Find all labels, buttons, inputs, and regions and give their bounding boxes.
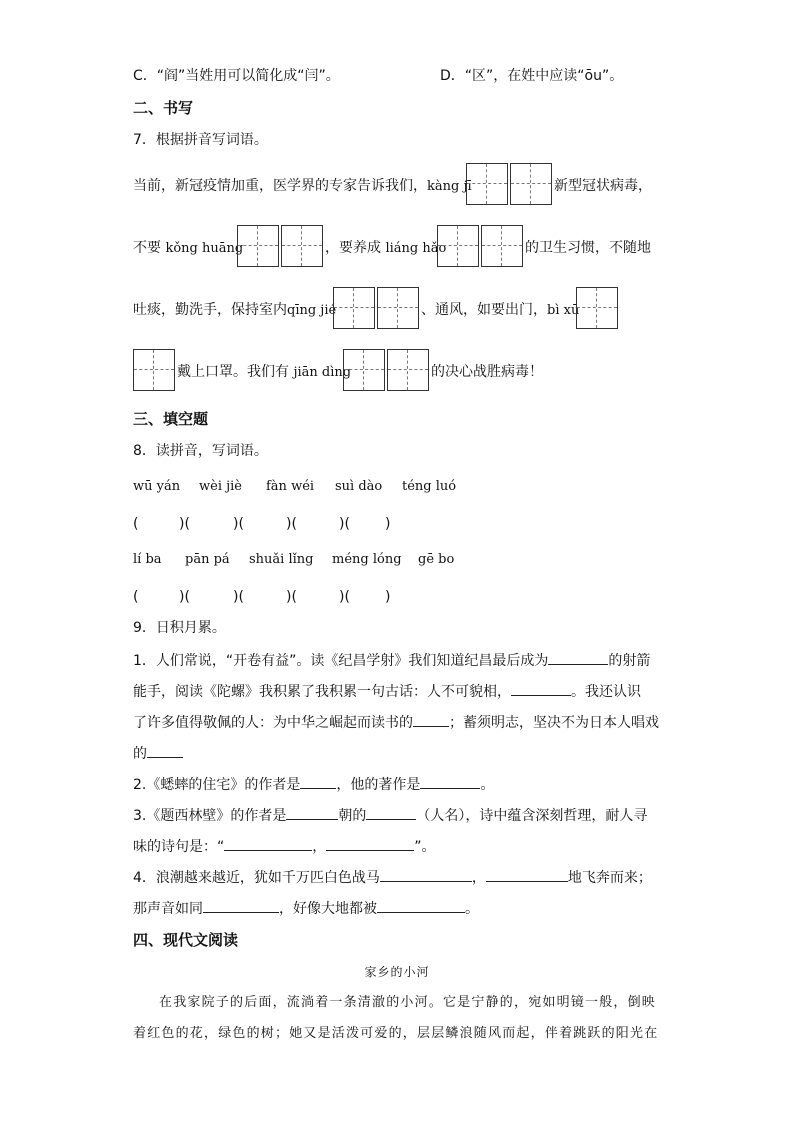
answer-blank[interactable] [413, 712, 449, 727]
q7-line1-tail: 新型冠状病毒， [554, 178, 652, 194]
pinyin-item: suì dào [335, 479, 383, 494]
q7-line3-mid: 、通风，如要出门，bì xū [421, 302, 580, 318]
answer-blank[interactable] [377, 898, 465, 913]
q9-item1-line1: 1．人们常说，“开卷有益”。读《纪昌学射》我们知道纪昌最后成为 的射箭 [133, 650, 650, 671]
section-heading-writing: 二、书写 [133, 99, 194, 117]
q7-line2-tail: 的卫生习惯，不随地 [525, 240, 651, 256]
answer-blank[interactable] [147, 743, 183, 758]
question-7-title: 7．根据拼音写词语。 [133, 132, 268, 148]
pinyin-item: fàn wéi [266, 479, 315, 494]
pinyin-item: wèi jiè [199, 479, 242, 494]
q9-item1-line3: 了许多值得敬佩的人：为中华之崛起而读书的 ；蓄须明志，坚决不为日本人唱戏 [133, 712, 659, 733]
section-heading-fill-in: 三、填空题 [133, 410, 209, 428]
option-d: D．“区”，在姓中应读“ōu”。 [440, 68, 624, 84]
answer-blank[interactable] [300, 774, 336, 789]
writing-grid-box[interactable] [133, 349, 175, 391]
q7-line2-mid: ，要养成 liáng hǎo [325, 240, 447, 256]
answer-blank[interactable] [511, 681, 571, 696]
q7-line1-text: 当前，新冠疫情加重，医学界的专家告诉我们，kàng jī [133, 178, 472, 194]
answer-blank[interactable] [486, 867, 568, 882]
passage-title: 家乡的小河 [364, 965, 430, 979]
q7-line4-text: 戴上口罩。我们有 jiān dìng [177, 364, 352, 380]
q9-item1-line2: 能手，阅读《陀螺》我积累了我积累一句古话：人不可貌相， 。我还认识 [133, 681, 641, 702]
option-c: C．“阎”当姓用可以简化成“闫”。 [133, 68, 340, 84]
answer-blank[interactable] [224, 836, 312, 851]
pinyin-item: gē bo [418, 552, 455, 567]
writing-grid-box[interactable] [466, 163, 508, 205]
writing-grid-box[interactable] [281, 225, 323, 267]
writing-grid-box[interactable] [237, 225, 279, 267]
q9-item2: 2.《蟋蟀的住宅》的作者是 ，他的著作是 。 [133, 774, 494, 795]
answer-blank[interactable] [326, 836, 414, 851]
q7-line2-text: 不要 kǒng huāng [133, 240, 244, 256]
q9-item3-line2: 味的诗句是：“ ， ”。 [133, 836, 436, 857]
answer-blank[interactable] [380, 867, 472, 882]
writing-grid-box[interactable] [377, 287, 419, 329]
writing-grid-box[interactable] [343, 349, 385, 391]
section-heading-reading: 四、现代文阅读 [133, 931, 239, 949]
pinyin-item: téng luó [402, 479, 457, 494]
q7-line4-tail: 的决心战胜病毒！ [431, 364, 543, 380]
pinyin-item: lí ba [133, 552, 162, 567]
pinyin-item: shuǎi lǐng [249, 552, 314, 567]
answer-blank[interactable] [366, 805, 416, 820]
answer-blank[interactable] [286, 805, 338, 820]
writing-grid-box[interactable] [510, 163, 552, 205]
answer-blank[interactable] [203, 898, 279, 913]
q9-item4-line1: 4．浪潮越来越近，犹如千万匹白色战马 ， 地飞奔而来； [133, 867, 652, 888]
pinyin-kang-ji: kàng jī [427, 179, 472, 194]
passage-line: 在我家院子的后面，流淌着一条清澈的小河。它是宁静的，宛如明镜一般，倒映 [159, 995, 657, 1010]
pinyin-item: wū yán [133, 479, 181, 494]
writing-grid-box[interactable] [387, 349, 429, 391]
passage-line: 着红色的花，绿色的树；她又是活泼可爱的，层层鳞浪随风而起，伴着跳跃的阳光在 [133, 1026, 659, 1041]
writing-grid-box[interactable] [437, 225, 479, 267]
answer-blank[interactable] [548, 650, 608, 665]
writing-grid-box[interactable] [333, 287, 375, 329]
answer-blank[interactable] [420, 774, 480, 789]
writing-grid-box[interactable] [576, 287, 618, 329]
question-8-title: 8．读拼音，写词语。 [133, 443, 268, 459]
question-9-title: 9．日积月累。 [133, 620, 226, 636]
pinyin-item: méng lóng [332, 552, 402, 567]
writing-grid-box[interactable] [481, 225, 523, 267]
pinyin-item: pān pá [185, 552, 230, 567]
q7-line3-text: 吐痰，勤洗手，保持室内qīng jié [133, 302, 337, 318]
q9-item4-line2: 那声音如同 ，好像大地都被 。 [133, 898, 479, 919]
q9-item1-line4: 的 [133, 743, 183, 764]
q9-item3-line1: 3.《题西林壁》的作者是 朝的 （人名），诗中蕴含深刻哲理，耐人寻 [133, 805, 647, 826]
